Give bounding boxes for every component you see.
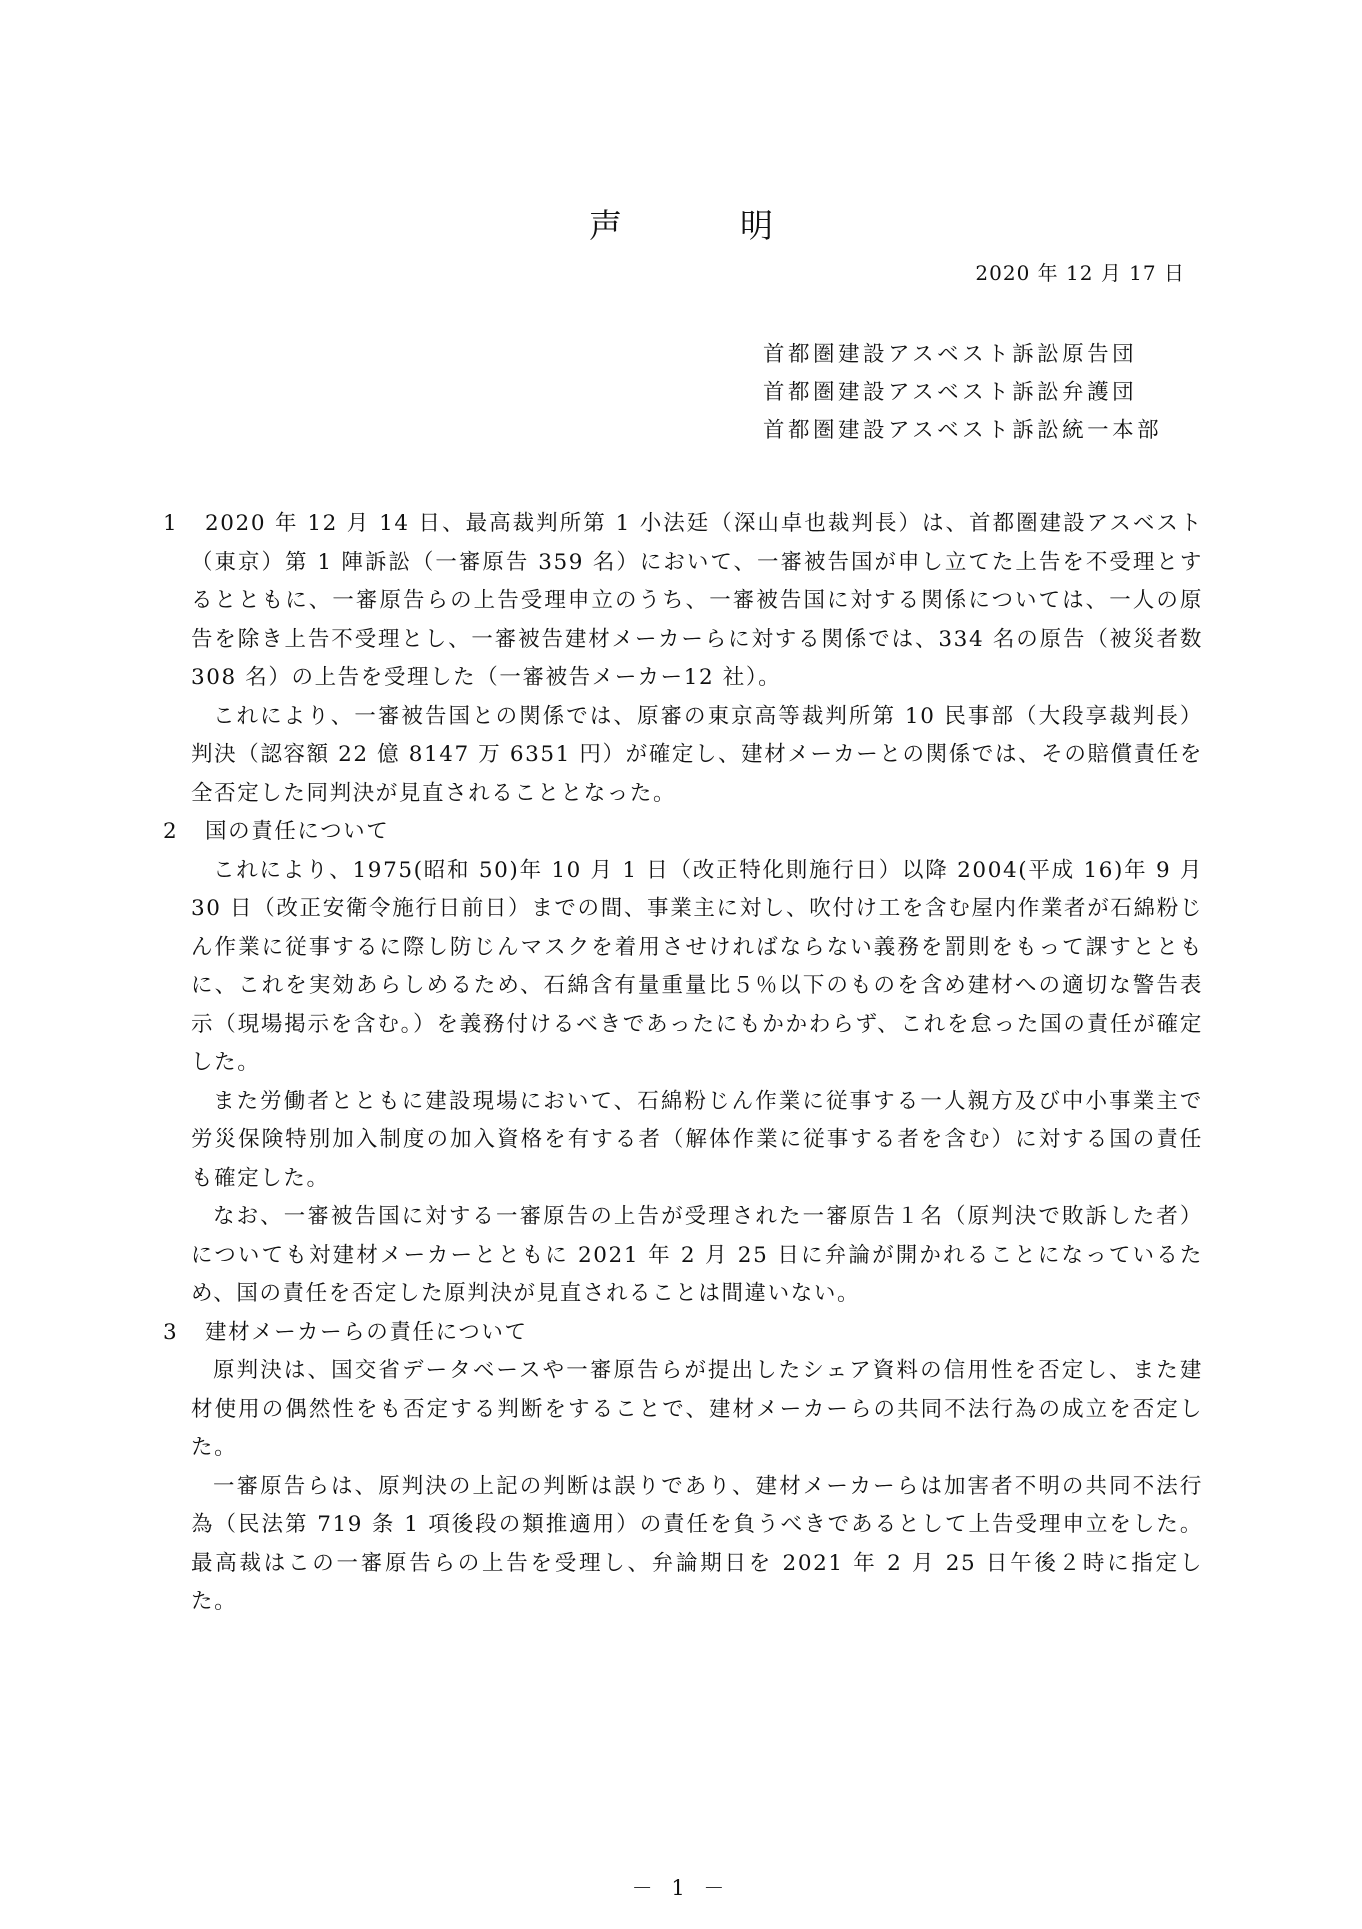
section-number: 3 [163, 1319, 179, 1345]
signer-plaintiffs: 首都圏建設アスベスト訴訟原告団 [763, 342, 1138, 367]
section-1-paragraph: これにより、一審被告国との関係では、原審の東京高等裁判所第 10 民事部（大段享裁判長）判決（認容額 22 億 8147 万 6351 円）が確定し、建材メーカーとの関係では、その賠償責任を全否定した同判決が見直されることとなった。 [191, 703, 1203, 806]
page-number: － 1 － [631, 1876, 731, 1900]
section-3-heading [163, 1314, 1203, 1353]
section-3-paragraph: 一審原告らは、原判決の上記の判断は誤りであり、建材メーカーらは加害者不明の共同不法行為（民法第 719 条 1 項後段の類推適用）の責任を負うべきであるとして上告受理申立をした。最高裁はこの一審原告らの上告を受理し、弁論期日を 2021 年 2 月 25 日午後２時に指定した。 [191, 1473, 1203, 1614]
section-1-item [163, 505, 1203, 698]
section-3-paragraph: 原判決は、国交省データベースや一審原告らが提出したシェア資料の信用性を否定し、また建材使用の偶然性をも否定する判断をすることで、建材メーカーらの共同不法行為の成立を否定した。 [191, 1358, 1203, 1460]
signer-headquarters: 首都圏建設アスベスト訴訟統一本部 [763, 418, 1163, 443]
section-heading-text: 建材メーカーらの責任について [205, 1319, 528, 1345]
document-title: 声明 [589, 206, 891, 245]
document-body [163, 505, 1203, 1622]
section-number: 2 [163, 819, 179, 844]
section-heading-text: 国の責任について [205, 819, 390, 844]
signers-block [763, 336, 1162, 450]
section-2-heading [163, 813, 1203, 852]
section-1-first-paragraph: 2020 年 12 月 14 日、最高裁判所第 1 小法廷（深山卓也裁判長）は、首都圏建設アスベスト（東京）第 1 陣訴訟（一審原告 359 名）において、一審被告国が申し立てた上告を不受理とするとともに、一審原告らの上告受理申立のうち、一審被告国に対する関係については、一人の原告を除き上告不受理とし、一審被告建材メーカーらに対する関係では、334 名の原告（被災者数 308 名）の上告を受理した（一審被告メーカー12 社）。 [191, 511, 1203, 690]
signer-lawyers: 首都圏建設アスベスト訴訟弁護団 [763, 380, 1138, 405]
section-number: 1 [163, 511, 179, 536]
section-2-paragraph: なお、一審被告国に対する一審原告の上告が受理された一審原告１名（原判決で敗訴した者）についても対建材メーカーとともに 2021 年 2 月 25 日に弁論が開かれることになっているため、国の責任を否定した原判決が見直されることは間違いない。 [191, 1204, 1203, 1306]
section-2-paragraph: また労働者とともに建設現場において、石綿粉じん作業に従事する一人親方及び中小事業主で労災保険特別加入制度の加入資格を有する者（解体作業に従事する者を含む）に対する国の責任も確定した。 [191, 1088, 1203, 1191]
document-date: 2020 年 12 月 17 日 [975, 261, 1185, 285]
section-2-paragraph: これにより、1975(昭和 50)年 10 月 1 日（改正特化則施行日）以降 2004(平成 16)年 9 月 30 日（改正安衛令施行日前日）までの間、事業主に対し、吹付け工を含む屋内作業者が石綿粉じん作業に従事するに際し防じんマスクを着用させければならない義務を罰則をもって課すとともに、これを実効あらしめるため、石綿含有量重量比５％以下のものを含め建材への適切な警告表示（現場掲示を含む。）を義務付けるべきであったにもかかわらず、これを怠った国の責任が確定した。 [191, 857, 1203, 1075]
